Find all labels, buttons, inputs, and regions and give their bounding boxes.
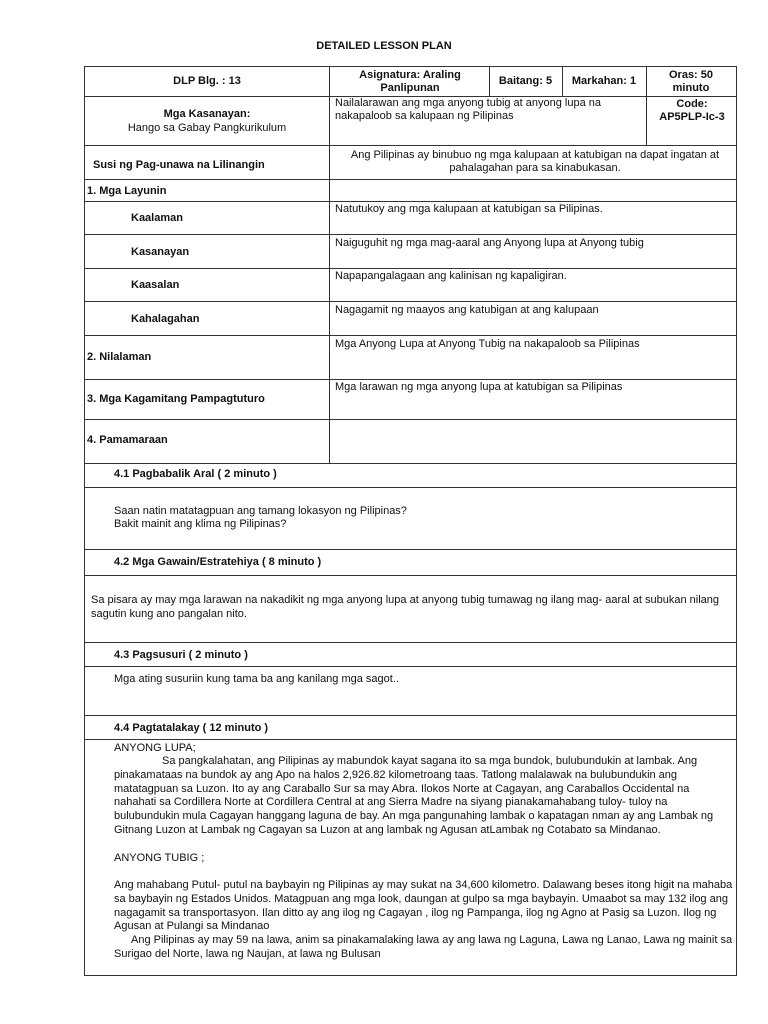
row-divider [85,549,736,550]
row-divider [85,335,736,336]
section-4-1-question-1: Saan natin matatagpuan ang tamang lokasyon ng Pilipinas? [114,505,407,517]
code-label: Code: [676,98,708,110]
row-divider [85,419,736,420]
susi-value: Ang Pilipinas ay binubuo ng mga kalupaan at katubigan na dapat ingatan at pahalagahan para sa kinabukasan. [350,149,720,174]
baitang: Baitang: 5 [498,75,553,87]
kaasalan-label: Kaasalan [131,279,180,291]
column-divider [329,67,330,463]
anyong-lupa-heading: ANYONG LUPA; [114,742,196,754]
section-4-1-question-2: Bakit mainit ang klima ng Pilipinas? [114,518,287,530]
oras: Oras: 50 minuto [668,69,714,94]
row-divider [85,642,736,643]
document-title: DETAILED LESSON PLAN [316,40,452,52]
kasanayan-objective-value: Naiguguhit ng mga mag-aaral ang Anyong lupa at Anyong tubig [335,237,644,249]
kasanayan-label: Mga Kasanayan: [163,108,251,120]
nilalaman-label: 2. Nilalaman [87,351,152,363]
section-4-2-text: Sa pisara ay may mga larawan na nakadikit ng mga anyong lupa at anyong tubig tumawag ng ilang mag- aaral at subukan nilang sagutin kung ano pangalan nito. [91,594,720,620]
markahan: Markahan: 1 [571,75,637,87]
kaalaman-value: Natutukoy ang mga kalupaan at katubigan sa Pilipinas. [335,203,603,215]
susi-label: Susi ng Pag-unawa na Lilinangin [93,159,265,171]
code-value: AP5PLP-Ic-3 [659,111,725,123]
row-divider [85,379,736,380]
kaalaman-label: Kaalaman [131,212,183,224]
dlp-number: DLP Blg. : 13 [173,75,241,87]
row-divider [85,268,736,269]
row-divider [85,666,736,667]
section-4-4-heading: 4.4 Pagtatalakay ( 12 minuto ) [114,722,269,734]
lesson-plan-table [84,66,737,976]
row-divider [85,739,736,740]
kasanayan-objective-label: Kasanayan [131,246,190,258]
kagamitan-label: 3. Mga Kagamitang Pampagtuturo [87,393,265,405]
nilalaman-value: Mga Anyong Lupa at Anyong Tubig na nakapaloob sa Pilipinas [335,338,640,350]
row-divider [85,301,736,302]
row-divider [85,145,736,146]
kagamitan-value: Mga larawan ng mga anyong lupa at katubigan sa Pilipinas [335,381,623,393]
section-4-3-text: Mga ating susuriin kung tama ba ang kanilang mga sagot.. [114,673,399,685]
asignatura: Asignatura: Araling Panlipunan [359,69,461,94]
row-divider [85,201,736,202]
anyong-tubig-heading: ANYONG TUBIG ; [114,852,205,864]
row-divider [85,715,736,716]
kahalagahan-value: Nagagamit ng maayos ang katubigan at ang kalupaan [335,304,599,316]
layunin-label: 1. Mga Layunin [87,185,167,197]
row-divider [85,463,736,464]
row-divider [85,487,736,488]
kaasalan-value: Napapangalagaan ang kalinisan ng kapaligiran. [335,270,567,282]
row-divider [85,234,736,235]
section-4-3-heading: 4.3 Pagsusuri ( 2 minuto ) [114,649,248,661]
section-4-1-heading: 4.1 Pagbabalik Aral ( 2 minuto ) [114,468,277,480]
section-4-2-heading: 4.2 Mga Gawain/Estratehiya ( 8 minuto ) [114,556,322,568]
lawa-text: Ang Pilipinas ay may 59 na lawa, anim sa pinakamalaking lawa ay ang lawa ng Laguna, Lawa ng Lanao, Lawa ng mainit sa Surigao del Norte, lawa ng Naujan, at lawa ng Bulusan [114,934,733,960]
kasanayan-value: Nailalarawan ang mga anyong tubig at anyong lupa na nakapaloob sa kalupaan ng Pilipinas [335,97,602,122]
pamamaraan-label: 4. Pamamaraan [87,434,168,446]
row-divider [85,575,736,576]
anyong-lupa-text: Sa pangkalahatan, ang Pilipinas ay mabundok kayat sagana ito sa mga bundok, bulubundukin at lambak. Ang pinakamataas na bundok ay ang Apo na halos 2,926.82 kilometroang taas. Tatlong malalawak na bulubundukin ang matatagpuan sa Luzon. Ito ay ang Caraballo Sur sa may Abra. Ilokos Norte at Cagayan, ang Caraballos Occidental na nahahati sa Cordillera Norte at Cordillera Central at ang Sierra Madre na siyang pianakamahabang tuloy- tuloy na bulubundukin mula Cagayan hanggang laguna de bay. An mga pangunahing lambak o kapatagan nman ay ang Lambak ng Gitnang Luzon at Lambak ng Cagayan sa Luzon at ang lambak ng Agusan atLambak ng Cotabato sa Mindanao. [114,755,714,836]
row-divider [85,179,736,180]
kahalagahan-label: Kahalagahan [131,313,200,325]
kasanayan-sublabel: Hango sa Gabay Pangkurikulum [127,122,287,134]
anyong-tubig-text: Ang mahabang Putul- putul na baybayin ng Pilipinas ay may sukat na 34,600 kilometro. Dalawang beses itong higit na mahaba sa baybayin ng Estados Unidos. Matagpuan ang mga look, daungan at gulpo sa mga baybayin. Umaabot sa may 132 ilog ang nagagamit sa transportasyon. Ilan ditto ay ang ilog ng Cagayan , ilog ng Pampanga, ilog ng Agno at Pasig sa Luzon. Ilog ng Agusan at Pulangi sa Mindanao [114,879,733,933]
